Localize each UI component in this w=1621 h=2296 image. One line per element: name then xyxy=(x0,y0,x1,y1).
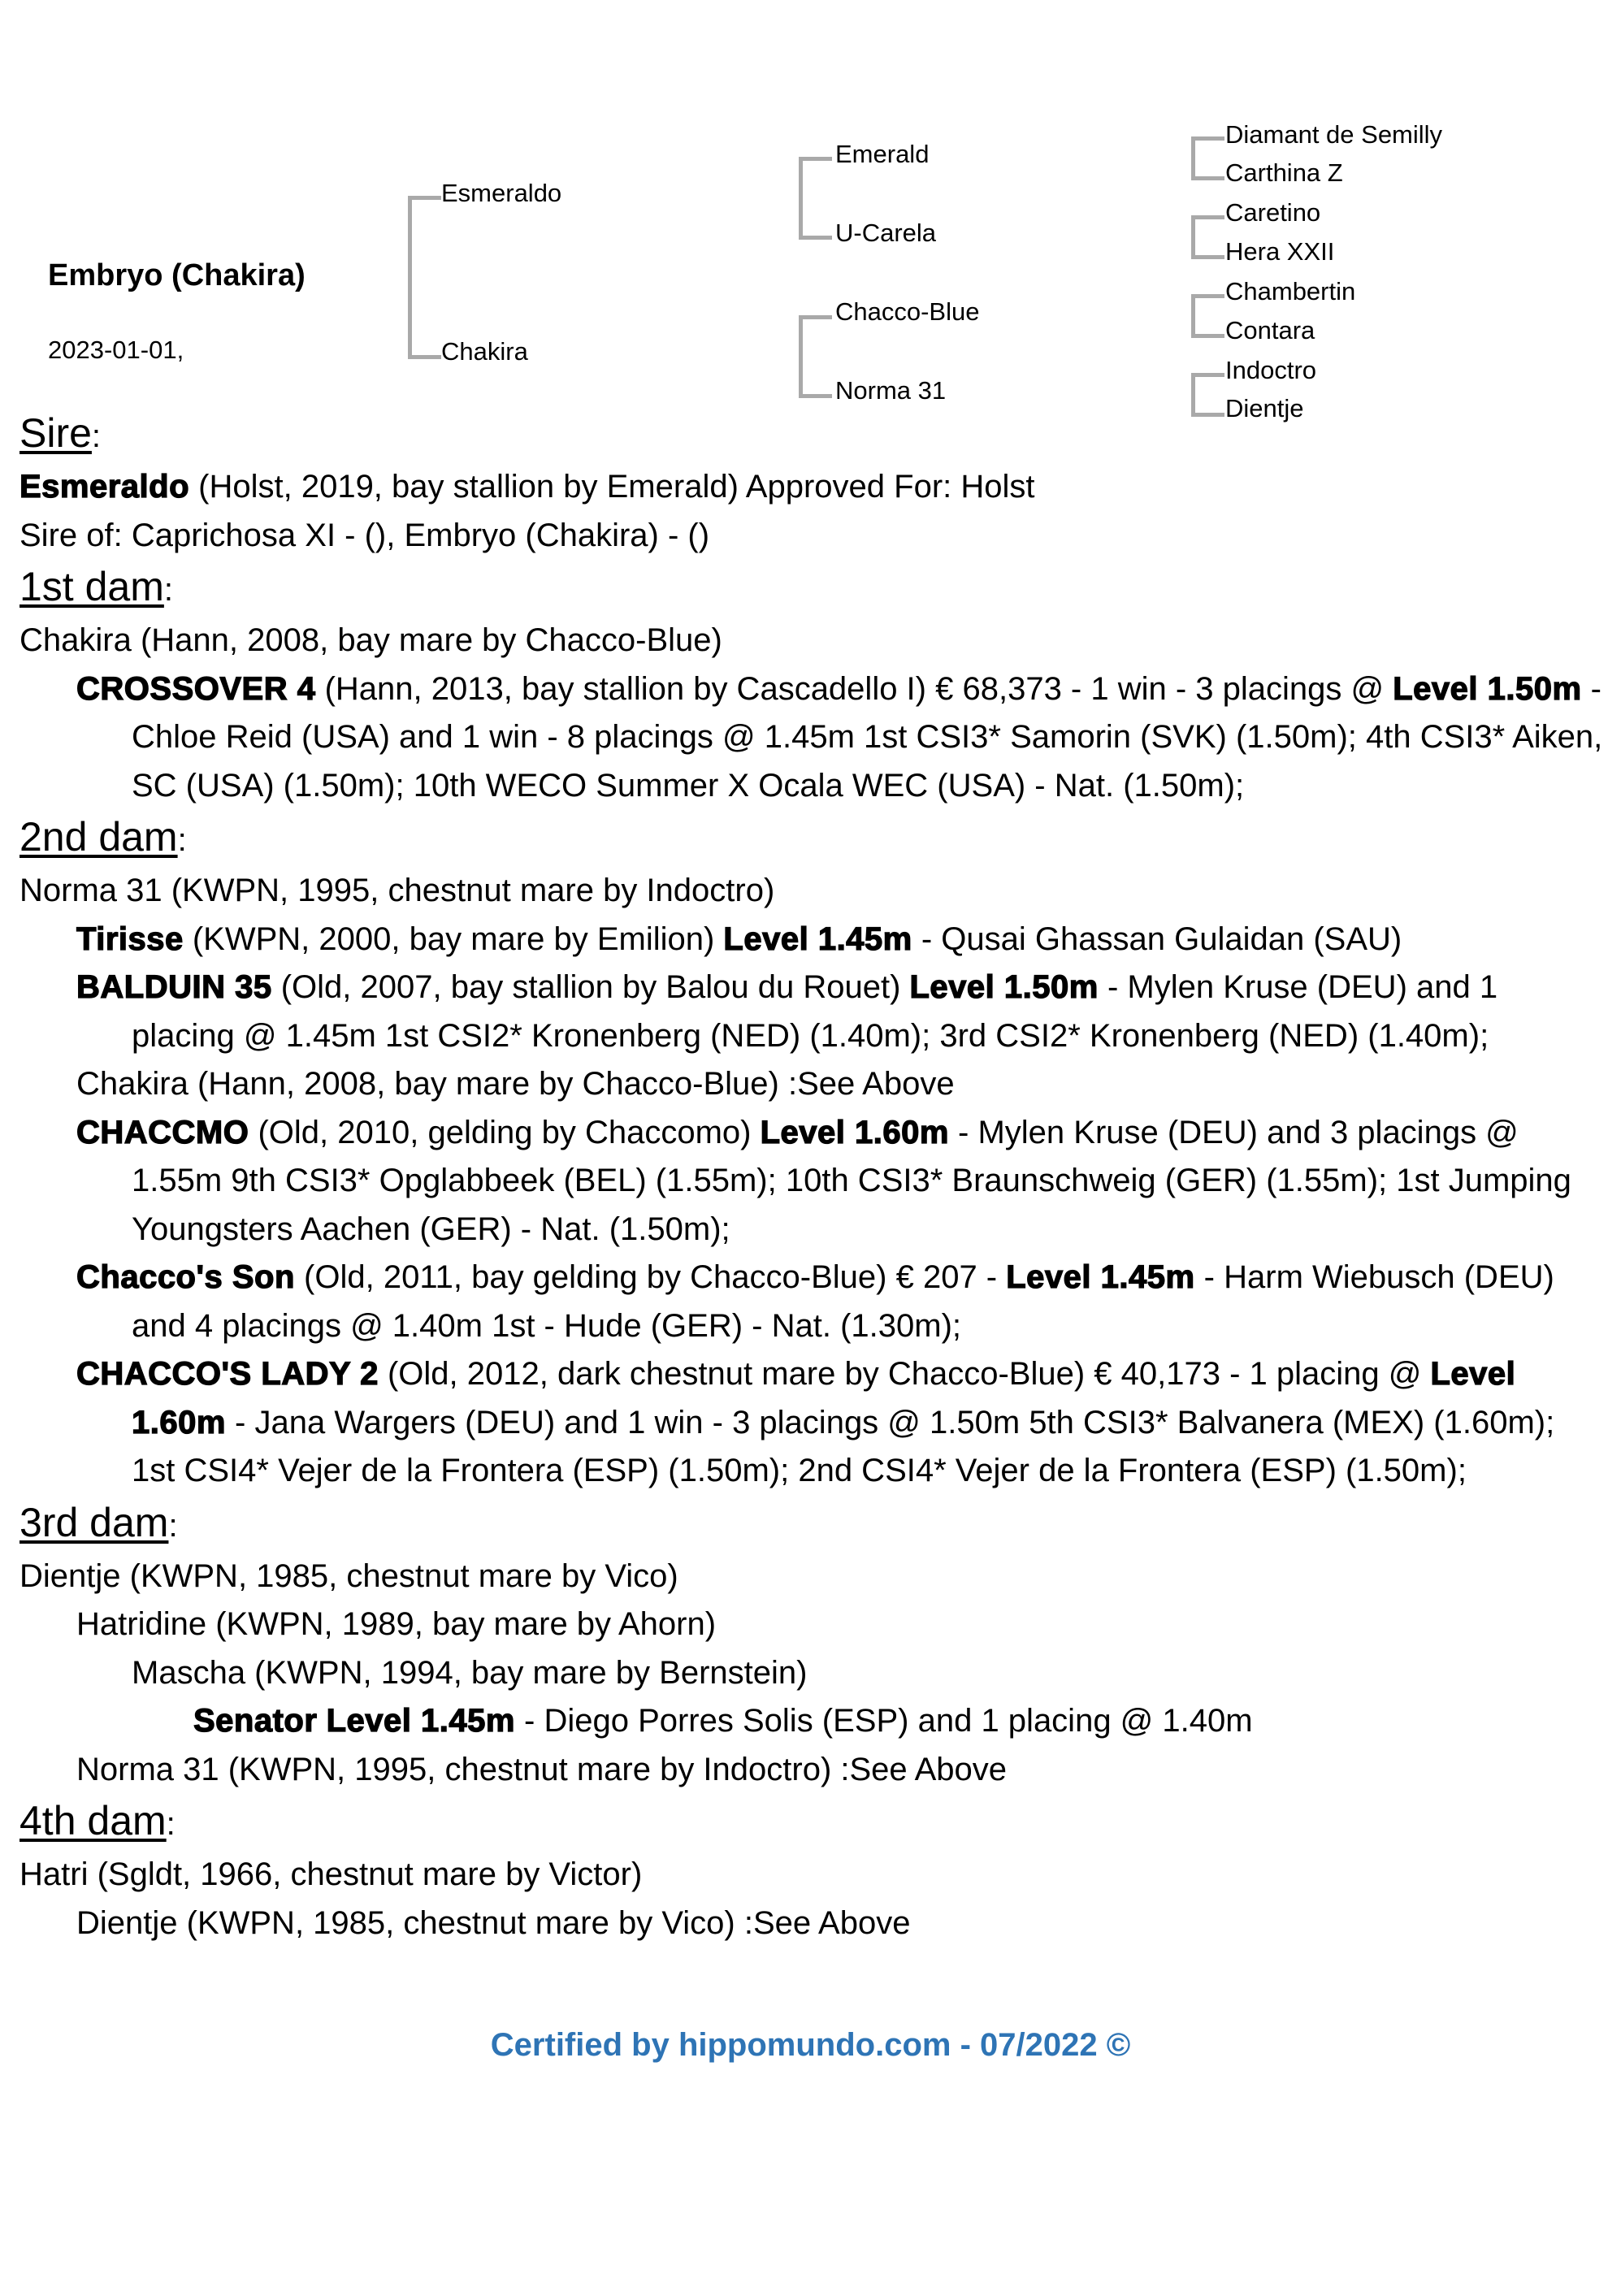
dam1-entry: Chakira (Hann, 2008, bay mare by Chacco-Blue) xyxy=(20,622,722,658)
section-heading-sire: Sire: xyxy=(20,410,102,456)
pedigree-gen3-8[interactable]: Dientje xyxy=(1225,394,1304,422)
progeny-entry: Senator Level 1.45m - Diego Porres Solis (ESP) and 1 placing @ 1.40m xyxy=(193,1703,1253,1739)
dam3-daughter: Hatridine (KWPN, 1989, bay mare by Ahorn) xyxy=(76,1606,717,1642)
dam2-entry: Norma 31 (KWPN, 1995, chestnut mare by Indoctro) xyxy=(20,873,775,908)
sire-name[interactable]: Esmeraldo xyxy=(20,469,190,505)
subject-date: 2023-01-01, xyxy=(48,336,184,364)
bracket-gen2-dam xyxy=(799,315,832,398)
dam4-see-above: Dientje (KWPN, 1985, chestnut mare by Vico) :See Above xyxy=(76,1904,911,1941)
pedigree-report xyxy=(20,406,1604,1947)
dam3-granddaughter: Mascha (KWPN, 1994, bay mare by Bernstein) xyxy=(132,1654,808,1691)
section-heading-3rd-dam: 3rd dam: xyxy=(20,1499,178,1545)
sire-offspring: Sire of: Caprichosa XI - (), Embryo (Chakira) - () xyxy=(20,517,710,553)
pedigree-gen3-2[interactable]: Carthina Z xyxy=(1225,158,1343,187)
pedigree-gen3-3[interactable]: Caretino xyxy=(1225,198,1321,227)
progeny-entry-see-above: Chakira (Hann, 2008, bay mare by Chacco-Blue) :See Above xyxy=(76,1066,955,1102)
subject-name: Embryo (Chakira) xyxy=(48,258,306,292)
bracket-gen3-1 xyxy=(1191,136,1224,180)
sire-entry: Esmeraldo (Holst, 2019, bay stallion by Emerald) Approved For: Holst xyxy=(20,469,1035,505)
section-heading-4th-dam: 4th dam: xyxy=(20,1798,176,1843)
bracket-gen3-3 xyxy=(1191,294,1224,338)
section-heading-2nd-dam: 2nd dam: xyxy=(20,814,187,860)
progeny-entry: Chacco's Son (Old, 2011, bay gelding by Chacco-Blue) € 207 - Level 1.45m - Harm Wiebusch (DEU) and 4 placings @ 1.40m 1st - Hude (GER) - Nat. (1.30m); xyxy=(76,1259,1554,1344)
dam3-entry: Dientje (KWPN, 1985, chestnut mare by Vico) xyxy=(20,1557,678,1594)
pedigree-dam-dam[interactable]: Norma 31 xyxy=(835,376,947,405)
pedigree-dam-sire[interactable]: Chacco-Blue xyxy=(835,297,980,326)
pedigree-dam[interactable]: Chakira xyxy=(441,337,528,366)
pedigree-tree xyxy=(0,0,1621,422)
section-heading-1st-dam: 1st dam: xyxy=(20,564,173,609)
pedigree-gen3-5[interactable]: Chambertin xyxy=(1225,277,1356,305)
progeny-entry: BALDUIN 35 (Old, 2007, bay stallion by Balou du Rouet) Level 1.50m - Mylen Kruse (DEU) and 1 placing @ 1.45m 1st CSI2* Kronenberg (NED) (1.40m); 3rd CSI2* Kronenberg (NED) (1.40m); xyxy=(76,969,1498,1054)
progeny-entry: Tirisse (KWPN, 2000, bay mare by Emilion) Level 1.45m - Qusai Ghassan Gulaidan (SAU) xyxy=(76,921,1402,957)
pedigree-gen3-6[interactable]: Contara xyxy=(1225,316,1315,344)
bracket-gen3-2 xyxy=(1191,215,1224,259)
progeny-entry: CROSSOVER 4 (Hann, 2013, bay stallion by Cascadello I) € 68,373 - 1 win - 3 placings @ Level 1.50m - Chloe Reid (USA) and 1 win - 8 placings @ 1.45m 1st CSI3* Samorin (SVK) (1.50m); 4th CSI3* Aiken, SC (USA) (1.50m); 10th WECO Summer X Ocala WEC (USA) - Nat. (1.50m); xyxy=(76,670,1603,804)
progeny-entry: CHACCO'S LADY 2 (Old, 2012, dark chestnut mare by Chacco-Blue) € 40,173 - 1 placing @ Level 1.60m - Jana Wargers (DEU) and 1 win - 3 placings @ 1.50m 5th CSI3* Balvanera (MEX) (1.60m); 1st CSI4* Vejer de la Frontera (ESP) (1.50m); 2nd CSI4* Vejer de la Frontera (ESP) (1.50m); xyxy=(76,1356,1555,1488)
certification-footer[interactable]: Certified by hippomundo.com - 07/2022 © xyxy=(490,2027,1131,2063)
progeny-entry: CHACCMO (Old, 2010, gelding by Chaccomo) Level 1.60m - Mylen Kruse (DEU) and 3 placings @ 1.55m 9th CSI3* Opglabbeek (BEL) (1.55m); 10th CSI3* Braunschweig (GER) (1.55m); 1st Jumping Youngsters Aachen (GER) - Nat. (1.50m); xyxy=(76,1114,1571,1247)
dam4-entry: Hatri (Sgldt, 1966, chestnut mare by Victor) xyxy=(20,1856,643,1892)
pedigree-gen3-4[interactable]: Hera XXII xyxy=(1225,237,1335,266)
pedigree-sire[interactable]: Esmeraldo xyxy=(441,179,562,207)
pedigree-gen3-1[interactable]: Diamant de Semilly xyxy=(1225,120,1443,149)
bracket-gen1 xyxy=(408,196,441,359)
pedigree-gen3-7[interactable]: Indoctro xyxy=(1225,356,1317,384)
pedigree-sire-sire[interactable]: Emerald xyxy=(835,140,930,168)
bracket-gen2-sire xyxy=(799,157,832,240)
pedigree-sire-dam[interactable]: U-Carela xyxy=(835,219,937,247)
dam3-see-above: Norma 31 (KWPN, 1995, chestnut mare by Indoctro) :See Above xyxy=(76,1751,1007,1787)
